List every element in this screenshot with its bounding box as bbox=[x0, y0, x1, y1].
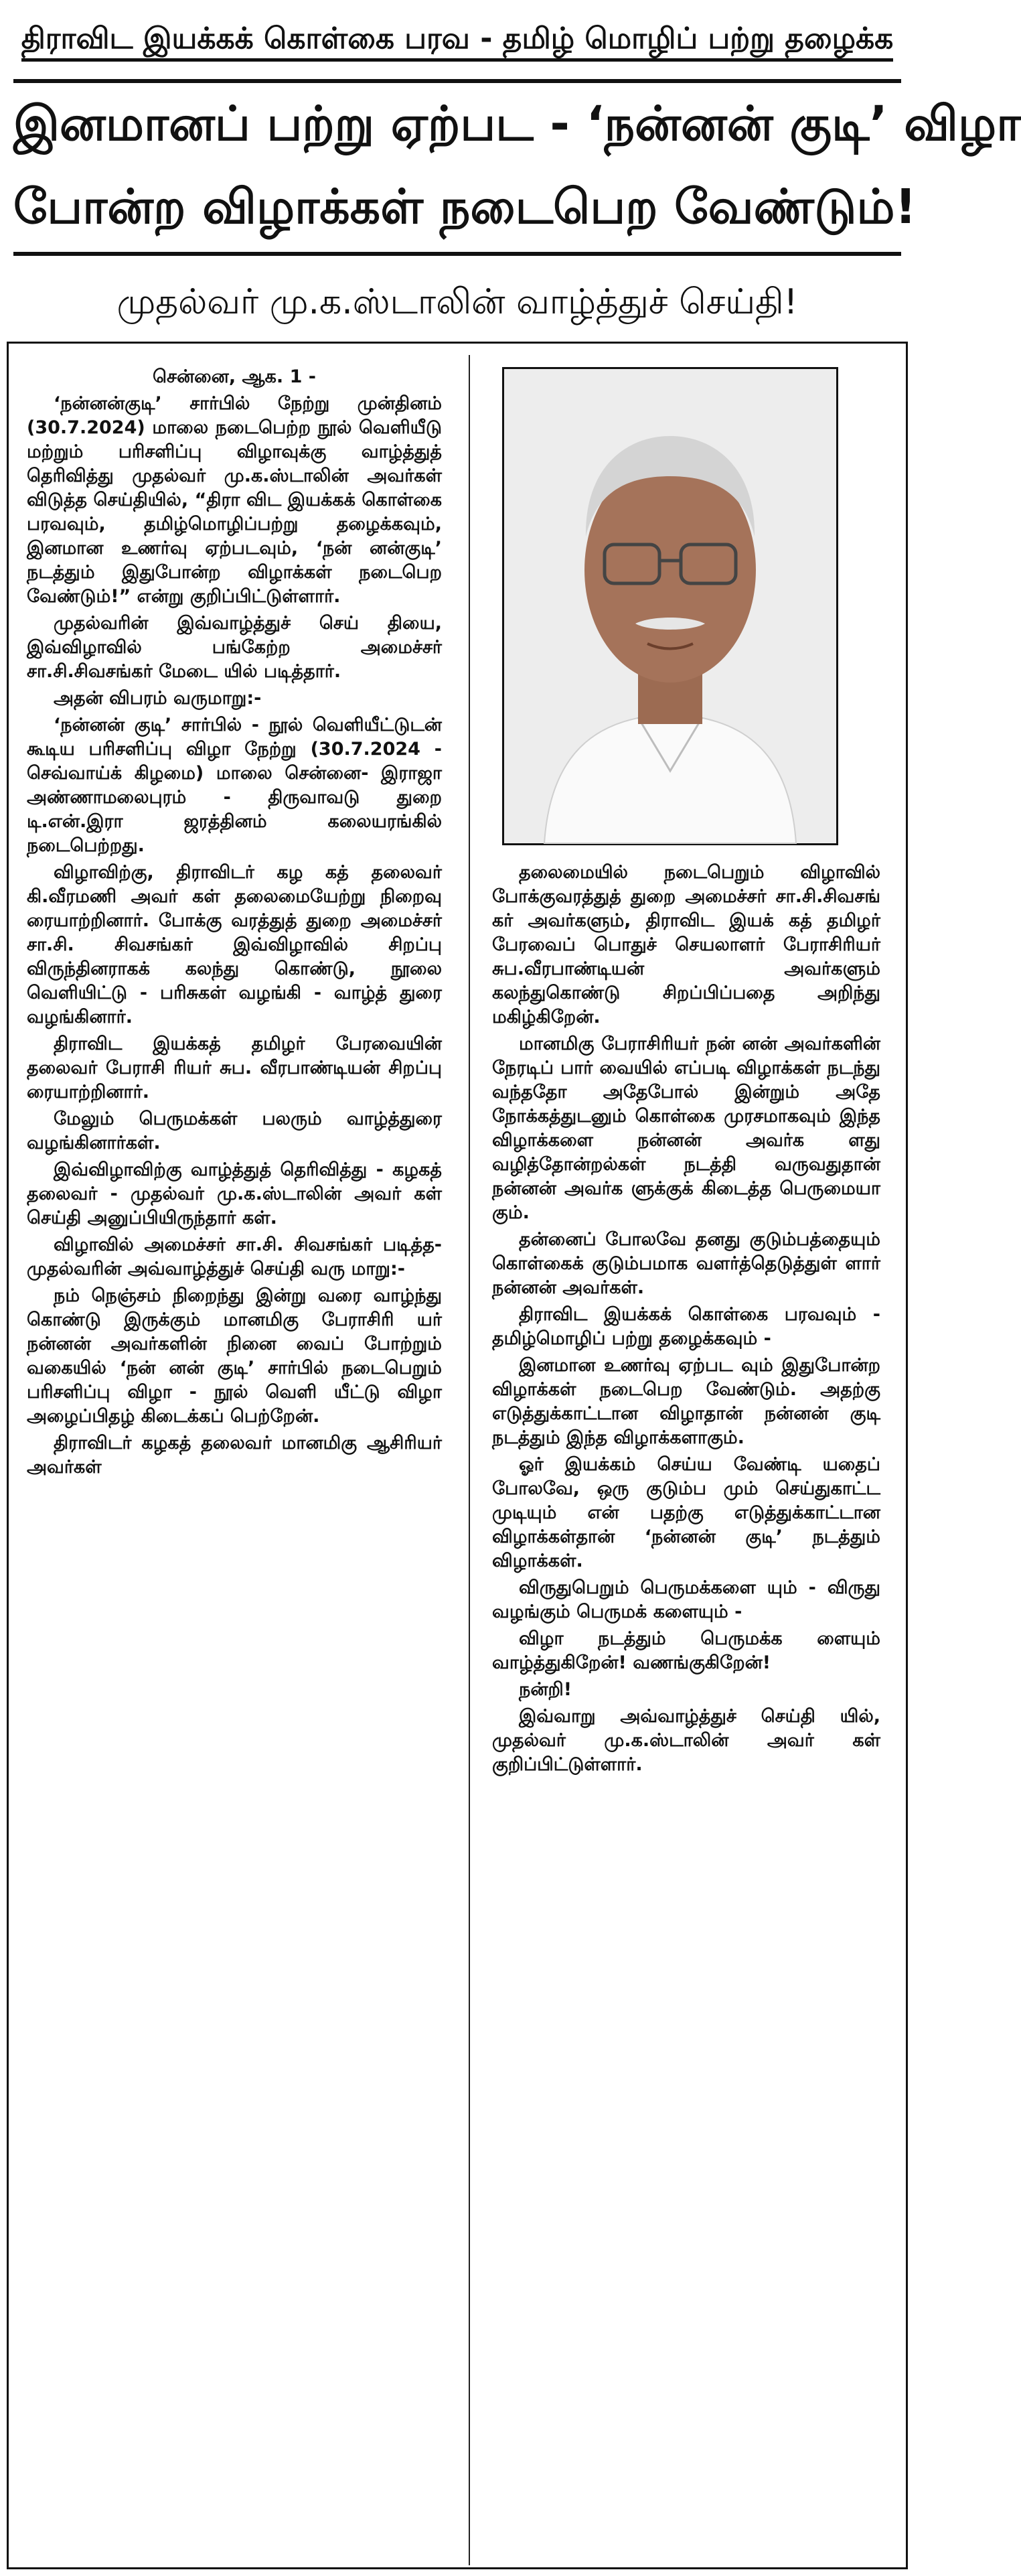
paragraph: மேலும் பெருமக்கள் பலரும் வாழ்த்துரை வழங்கினார்கள். bbox=[27, 1108, 442, 1153]
paragraph: முதல்வரின் இவ்வாழ்த்துச் செய் தியை, இவ்விழாவில் பங்கேற்ற அமைச்சர் சா.சி.சிவசங்கர் மேடை யில் படித்தார். bbox=[27, 613, 442, 682]
paragraph: விழாவில் அமைச்சர் சா.சி. சிவசங்கர் படித்த- முதல்வரின் அவ்வாழ்த்துச் செய்தி வரு மாறு:- bbox=[27, 1234, 442, 1279]
rule-under-headline bbox=[13, 252, 901, 256]
dateline: சென்னை, ஆக. 1 - bbox=[152, 366, 316, 387]
paragraph: தன்னைப் போலவே தனது குடும்பத்தையும் கொள்கைக் குடும்பமாக வளர்த்தெடுத்துள் ளார் நன்னன் அவர்கள். bbox=[492, 1229, 880, 1298]
article-column-right bbox=[492, 861, 880, 1780]
paragraph: இனமான உணர்வு ஏற்பட வும் இதுபோன்ற விழாக்கள் நடைபெற வேண்டும். அதற்கு எடுத்துக்காட்டான விழாதான் நன்னன் குடி நடத்தும் இந்த விழாக்களாகும். bbox=[492, 1355, 880, 1448]
kicker-text: திராவிட இயக்கக் கொள்கை பரவ - தமிழ் மொழிப் பற்று தழைக்க bbox=[21, 19, 894, 62]
paragraph: திராவிட இயக்கக் கொள்கை பரவவும் - தமிழ்மொழிப் பற்று தழைக்கவும் - bbox=[492, 1304, 880, 1349]
portrait-image bbox=[504, 369, 836, 843]
rule-top bbox=[13, 79, 901, 83]
paragraph: விழாவிற்கு, திராவிடர் கழ கத் தலைவர் கி.வீரமணி அவர் கள் தலைமையேற்று நிறைவு ரையாற்றினார். போக்கு வரத்துத் துறை அமைச்சர் சா.சி. சிவசங்கர் இவ்விழாவில் சிறப்பு விருந்தினராகக் கலந்து கொண்டு, நூலை வெளியிட்டு - பரிசுகள் வழங்கி - வாழ்த் துரை வழங்கினார். bbox=[27, 862, 442, 1027]
paragraph: மானமிகு பேராசிரியர் நன் னன் அவர்களின் நேரடிப் பார் வையில் எப்படி விழாக்கள் நடந்து வந்ததோ அதேபோல் இன்றும் அதே நோக்கத்துடனும் கொள்கை முரசமாகவும் இந்த விழாக்களை நன்னன் அவர்க ளது வழித்தோன்றல்கள் நடத்தி வருவதுதான் நன்னன் அவர்க ளுக்குக் கிடைத்த பெருமையா கும். bbox=[492, 1033, 880, 1223]
paragraph: இவ்வாறு அவ்வாழ்த்துச் செய்தி யில், முதல்வர் மு.க.ஸ்டாலின் அவர் கள் குறிப்பிட்டுள்ளார். bbox=[492, 1706, 880, 1775]
paragraph: இவ்விழாவிற்கு வாழ்த்துத் தெரிவித்து - கழகத் தலைவர் - முதல்வர் மு.க.ஸ்டாலின் அவர் கள் செய்தி அனுப்பியிருந்தார் கள். bbox=[27, 1159, 442, 1228]
subheadline: முதல்வர் மு.க.ஸ்டாலின் வாழ்த்துச் செய்தி! bbox=[116, 282, 798, 322]
paragraph: திராவிட இயக்கத் தமிழர் பேரவையின் தலைவர் பேராசி ரியர் சுப. வீரபாண்டியன் சிறப்பு ரையாற்றினார். bbox=[27, 1033, 442, 1102]
paragraph: ‘நன்னன்குடி’ சார்பில் நேற்று முன்தினம் (30.7.2024) மாலை நடைபெற்ற நூல் வெளியீடு மற்றும் பரிசளிப்பு விழாவுக்கு வாழ்த்துத் தெரிவித்து முதல்வர் மு.க.ஸ்டாலின் அவர்கள் விடுத்த செய்தியில், “திரா விட இயக்கக் கொள்கை பரவவும், தமிழ்மொழிப்பற்று தழைக்கவும், இனமான உணர்வு ஏற்படவும், ‘நன் னன்குடி’ நடத்தும் இதுபோன்ற விழாக்கள் நடைபெற வேண்டும்!” என்று குறிப்பிட்டுள்ளார். bbox=[27, 393, 442, 607]
article-column-left bbox=[27, 365, 442, 1482]
headline-line-1: இனமானப் பற்று ஏற்பட - ‘நன்னன் குடி’ விழா bbox=[13, 96, 1021, 151]
paragraph: ‘நன்னன் குடி’ சார்பில் - நூல் வெளியீட்டுடன் கூடிய பரிசளிப்பு விழா நேற்று (30.7.2024 - செவ்வாய்க் கிழமை) மாலை சென்னை- இராஜா அண்ணாமலைபுரம் - திருவாவடு துறை டி.என்.இரா ஜரத்தினம் கலையரங்கில் நடைபெற்றது. bbox=[27, 715, 442, 856]
paragraph: அதன் விபரம் வருமாறு:- bbox=[54, 688, 262, 709]
headline-line-2: போன்ற விழாக்கள் நடைபெற வேண்டும்! bbox=[13, 179, 917, 234]
portrait-photo bbox=[502, 367, 838, 845]
paragraph: திராவிடர் கழகத் தலைவர் மானமிகு ஆசிரியர் அவர்கள் bbox=[27, 1433, 442, 1478]
paragraph: விழா நடத்தும் பெருமக்க ளையும் வாழ்த்துகிறேன்! வணங்குகிறேன்! bbox=[492, 1628, 880, 1673]
kicker-banner bbox=[13, 7, 901, 71]
column-divider bbox=[469, 355, 470, 2565]
paragraph: தலைமையில் நடைபெறும் விழாவில் போக்குவரத்துத் துறை அமைச்சர் சா.சி.சிவசங் கர் அவர்களும், திராவிட இயக் கத் தமிழர் பேரவைப் பொதுச் செயலாளர் பேராசிரியர் சுப.வீரபாண்டியன் அவர்களும் கலந்துகொண்டு சிறப்பிப்பதை அறிந்து மகிழ்கிறேன். bbox=[492, 862, 880, 1027]
paragraph: நன்றி! bbox=[519, 1679, 572, 1700]
paragraph: ஓர் இயக்கம் செய்ய வேண்டி யதைப் போலவே, ஒரு குடும்ப மும் செய்துகாட்ட முடியும் என் பதற்கு எடுத்துக்காட்டான விழாக்கள்தான் ‘நன்னன் குடி’ நடத்தும் விழாக்கள். bbox=[492, 1454, 880, 1571]
paragraph: நம் நெஞ்சம் நிறைந்து இன்று வரை வாழ்ந்து கொண்டு இருக்கும் மானமிகு பேராசிரி யர் நன்னன் அவர்களின் நினை வைப் போற்றும் வகையில் ‘நன் னன் குடி’ சார்பில் நடைபெறும் பரிசளிப்பு விழா - நூல் வெளி யீட்டு விழா அழைப்பிதழ் கிடைக்கப் பெற்றேன். bbox=[27, 1285, 442, 1427]
paragraph: விருதுபெறும் பெருமக்களை யும் - விருது வழங்கும் பெருமக் களையும் - bbox=[492, 1577, 880, 1622]
